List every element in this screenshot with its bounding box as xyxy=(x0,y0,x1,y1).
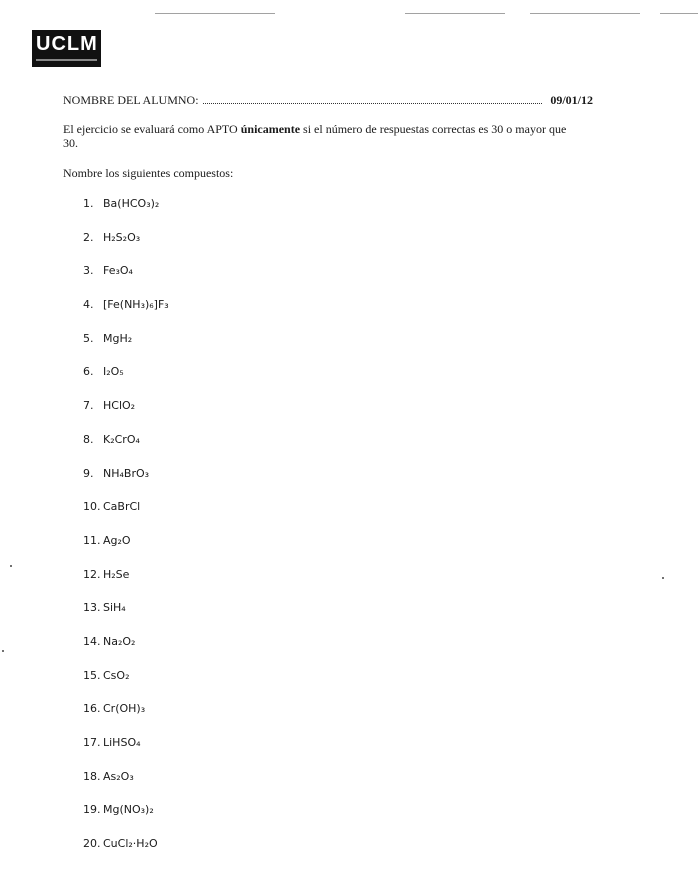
compound-formula: Na₂O₂ xyxy=(103,634,136,648)
compound-formula: Ba(HCO₃)₂ xyxy=(103,197,160,210)
student-name-field[interactable] xyxy=(203,93,543,104)
compound-number: 13. xyxy=(83,601,101,615)
compound-item xyxy=(83,837,169,871)
compound-number: 2. xyxy=(83,230,94,244)
compound-item xyxy=(83,601,169,635)
compound-number: 6. xyxy=(83,365,94,379)
compound-item xyxy=(83,669,169,703)
scan-speck xyxy=(662,577,664,579)
compound-item xyxy=(83,736,169,770)
compound-item xyxy=(83,500,169,534)
compound-item xyxy=(83,298,169,332)
compound-formula: I₂O₅ xyxy=(103,365,124,379)
compound-formula: CaBrCl xyxy=(103,500,141,514)
compound-formula: H₂S₂O₃ xyxy=(103,230,141,244)
scan-artifact-line xyxy=(405,13,505,14)
compound-number: 18. xyxy=(83,769,101,783)
compound-item xyxy=(83,231,169,265)
scan-speck xyxy=(2,650,4,652)
compound-formula: HClO₂ xyxy=(103,399,136,413)
compound-formula: Cr(OH)₃ xyxy=(103,702,146,716)
compound-number: 10. xyxy=(83,500,101,514)
instructions-emphasis: únicamente xyxy=(240,122,301,136)
compound-number: 12. xyxy=(83,567,101,581)
compound-formula: [Fe(NH₃)₆]F₃ xyxy=(103,298,169,312)
compound-formula: SiH₄ xyxy=(103,601,126,615)
compound-number: 1. xyxy=(83,197,94,210)
compound-item xyxy=(83,803,169,837)
instructions xyxy=(63,122,583,150)
scan-speck xyxy=(10,565,12,567)
logo-subtitle-bar xyxy=(36,59,97,61)
compound-item xyxy=(83,770,169,804)
compound-number: 9. xyxy=(83,466,94,480)
compound-formula: K₂CrO₄ xyxy=(103,432,140,446)
compound-list xyxy=(83,197,169,871)
compound-formula: H₂Se xyxy=(103,567,130,581)
compound-formula: Ag₂O xyxy=(103,533,131,547)
compound-number: 3. xyxy=(83,264,94,278)
compound-item xyxy=(83,433,169,467)
scan-artifact-line xyxy=(660,13,698,14)
compound-formula: CuCl₂·H₂O xyxy=(103,837,158,851)
instructions-before: El ejercicio se evaluará como APTO xyxy=(63,122,238,136)
instructions-after: si el número de respuestas correctas es 30 o mayor que 30. xyxy=(63,122,567,150)
compound-item xyxy=(83,702,169,736)
student-name-label: NOMBRE DEL ALUMNO: xyxy=(63,93,199,107)
compound-item xyxy=(83,365,169,399)
compound-number: 16. xyxy=(83,702,101,716)
compound-formula: LiHSO₄ xyxy=(103,736,141,749)
compound-item xyxy=(83,568,169,602)
compound-number: 17. xyxy=(83,736,101,749)
compound-number: 4. xyxy=(83,298,94,312)
compound-item xyxy=(83,467,169,501)
exam-date: 09/01/12 xyxy=(550,93,593,107)
compound-formula: MgH₂ xyxy=(103,331,133,345)
compound-formula: Mg(NO₃)₂ xyxy=(103,803,154,817)
student-header xyxy=(63,93,593,108)
compound-number: 19. xyxy=(83,803,101,817)
exercise-prompt: Nombre los siguientes compuestos: xyxy=(63,166,234,180)
compound-formula: As₂O₃ xyxy=(103,769,134,783)
compound-number: 15. xyxy=(83,668,101,682)
compound-item xyxy=(83,197,169,231)
university-logo xyxy=(32,30,101,67)
compound-item xyxy=(83,264,169,298)
compound-formula: CsO₂ xyxy=(103,668,130,682)
compound-formula: NH₄BrO₃ xyxy=(103,466,150,480)
compound-item xyxy=(83,635,169,669)
scan-artifact-line xyxy=(155,13,275,14)
compound-number: 11. xyxy=(83,533,101,547)
compound-item xyxy=(83,399,169,433)
compound-number: 20. xyxy=(83,837,101,851)
compound-number: 8. xyxy=(83,432,94,446)
compound-number: 14. xyxy=(83,634,101,648)
scan-artifact-line xyxy=(530,13,640,14)
compound-number: 7. xyxy=(83,399,94,413)
compound-formula: Fe₃O₄ xyxy=(103,264,133,278)
compound-item xyxy=(83,332,169,366)
compound-number: 5. xyxy=(83,331,94,345)
logo-text: UCLM xyxy=(36,33,98,55)
compound-item xyxy=(83,534,169,568)
